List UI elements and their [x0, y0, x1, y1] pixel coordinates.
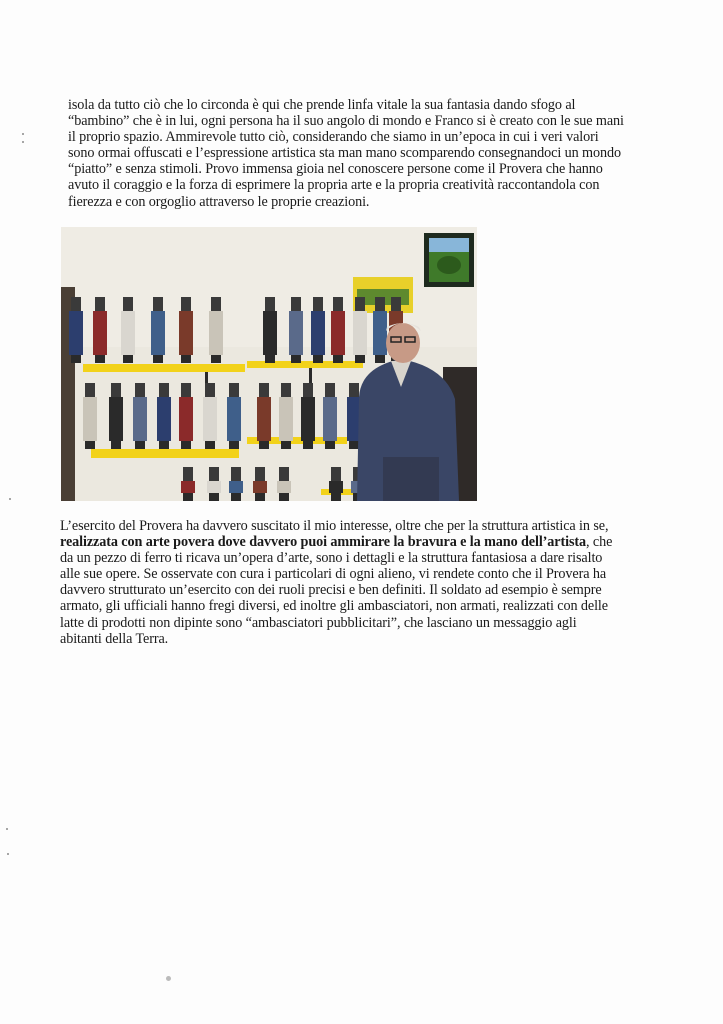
figurine-legs: [85, 441, 95, 449]
scan-speck: [166, 976, 171, 981]
figurine-legs: [71, 355, 81, 363]
alien-figurine: [323, 397, 337, 441]
figurine-head: [313, 297, 323, 311]
paragraph-army: [60, 518, 670, 647]
figurine-head: [85, 383, 95, 397]
figurine-head: [159, 383, 169, 397]
paragraph-intro: [68, 97, 668, 210]
figurine-head: [123, 297, 133, 311]
text-line: fierezza e con orgoglio attraverso le proprie creazioni.: [68, 193, 370, 210]
figurine-legs: [291, 355, 301, 363]
text-line: [60, 534, 670, 550]
alien-figurine: [373, 311, 387, 355]
figurine-head: [231, 467, 241, 481]
alien-figurine: [151, 311, 165, 355]
alien-figurine: [227, 397, 241, 441]
figurine-legs: [205, 441, 215, 449]
figurine-legs: [325, 441, 335, 449]
alien-figurine: [207, 481, 221, 493]
figurine-head: [325, 383, 335, 397]
figurine-head: [279, 467, 289, 481]
figurine-head: [153, 297, 163, 311]
figurine-legs: [375, 355, 385, 363]
framed-painting: [424, 233, 474, 287]
figurine-head: [183, 467, 193, 481]
figurine-head: [291, 297, 301, 311]
text-line: il proprio spazio. Ammirevole tutto ciò, considerando che siamo in un’epoca in cui i veri valori: [68, 129, 599, 146]
text-line: isola da tutto ciò che lo circonda è qui che prende linfa vitale la sua fantasia dando sfogo al: [68, 97, 576, 113]
figurine-head: [349, 383, 359, 397]
alien-figurine: [109, 397, 123, 441]
figurine-head: [375, 297, 385, 311]
figurine-legs: [259, 441, 269, 449]
alien-figurine: [121, 311, 135, 355]
alien-figurine: [331, 311, 345, 355]
text-line: sono ormai offuscati e l’espressione artistica sta man mano scomparendo consegnandoci un mondo: [68, 145, 621, 162]
figurine-head: [209, 467, 219, 481]
alien-figurine: [93, 311, 107, 355]
figurine-legs: [265, 355, 275, 363]
text-line: davvero strutturato un’esercito con dei ruoli precisi e ben definiti. Il soldato ad esempio è sempre: [60, 582, 602, 599]
figurine-head: [281, 383, 291, 397]
artist-photo: [61, 227, 477, 501]
scan-speck: [7, 853, 9, 855]
figurine-legs: [349, 441, 359, 449]
figurine-legs: [123, 355, 133, 363]
text-line: latte di prodotti non dipinte sono “ambasciatori pubblicitari”, che lasciano un messaggio agli: [60, 614, 577, 631]
figurine-legs: [331, 493, 341, 501]
figurine-head: [71, 297, 81, 311]
figurine-legs: [229, 441, 239, 449]
figurine-legs: [111, 441, 121, 449]
figurine-legs: [313, 355, 323, 363]
figurine-legs: [211, 355, 221, 363]
text-fragment: , che: [586, 534, 613, 551]
alien-figurine: [181, 481, 195, 493]
scan-speck: [9, 498, 11, 500]
text-line: “piatto” e senza stimoli. Provo immensa gioia nel conoscere persone come il Provera che hanno: [68, 161, 603, 178]
alien-figurine: [329, 481, 343, 493]
alien-figurine: [253, 481, 267, 493]
figurine-head: [259, 383, 269, 397]
figurine-legs: [95, 355, 105, 363]
figurine-legs: [181, 441, 191, 449]
figurine-legs: [333, 355, 343, 363]
figurine-head: [95, 297, 105, 311]
figurine-legs: [181, 355, 191, 363]
scan-speck: [22, 141, 24, 143]
text-line: L’esercito del Provera ha davvero suscitato il mio interesse, oltre che per la struttura artistica in se,: [60, 518, 609, 534]
figurine-head: [391, 297, 401, 311]
alien-figurine: [301, 397, 315, 441]
figurine-legs: [355, 355, 365, 363]
alien-figurine: [133, 397, 147, 441]
figurine-legs: [153, 355, 163, 363]
alien-figurine: [257, 397, 271, 441]
alien-figurine: [263, 311, 277, 355]
alien-figurine: [203, 397, 217, 441]
figurine-legs: [231, 493, 241, 501]
figurine-head: [265, 297, 275, 311]
figurine-head: [255, 467, 265, 481]
text-line: armato, gli ufficiali hanno fregi diversi, ed inoltre gli ambasciatori, non armati, realizzati con delle: [60, 598, 608, 615]
alien-figurine: [69, 311, 83, 355]
figurine-legs: [303, 441, 313, 449]
figurine-legs: [255, 493, 265, 501]
alien-figurine: [229, 481, 243, 493]
figurine-head: [303, 383, 313, 397]
alien-figurine: [311, 311, 325, 355]
figurine-legs: [209, 493, 219, 501]
alien-figurine: [83, 397, 97, 441]
shelf: [83, 364, 245, 372]
figurine-head: [333, 297, 343, 311]
figurine-legs: [135, 441, 145, 449]
figurine-head: [229, 383, 239, 397]
shelf: [247, 361, 363, 368]
figurine-legs: [279, 493, 289, 501]
alien-figurine: [277, 481, 291, 493]
figurine-head: [111, 383, 121, 397]
alien-figurine: [353, 311, 367, 355]
figurine-head: [135, 383, 145, 397]
text-line: “bambino” che è in lui, ogni persona ha il suo angolo di mondo e Franco si è creato con le sue mani: [68, 113, 624, 130]
alien-figurine: [179, 397, 193, 441]
bold-phrase: realizzata con arte povera dove davvero puoi ammirare la bravura e la mano dell’artista: [60, 534, 586, 551]
figurine-legs: [159, 441, 169, 449]
alien-figurine: [179, 311, 193, 355]
figurine-head: [211, 297, 221, 311]
figurine-head: [205, 383, 215, 397]
figurine-head: [181, 383, 191, 397]
shelf: [91, 449, 239, 458]
figurine-head: [331, 467, 341, 481]
figurine-legs: [281, 441, 291, 449]
alien-figurine: [279, 397, 293, 441]
figurine-head: [355, 297, 365, 311]
scan-speck: [22, 133, 24, 135]
scan-speck: [6, 828, 8, 830]
text-line: alle sue opere. Se osservate con cura i particolari di ogni alieno, vi rendete conto che il Provera ha: [60, 566, 607, 583]
figurine-legs: [183, 493, 193, 501]
text-line: avuto il coraggio e la forza di esprimere la propria arte e la propria creatività raccontandola con: [68, 177, 600, 194]
alien-figurine: [157, 397, 171, 441]
alien-figurine: [289, 311, 303, 355]
figurine-head: [181, 297, 191, 311]
alien-figurine: [209, 311, 223, 355]
text-line: abitanti della Terra.: [60, 630, 169, 647]
text-line: da un pezzo di ferro ti ricava un’opera d’arte, sono i dettagli e la struttura fantasiosa a dare risalto: [60, 550, 603, 567]
